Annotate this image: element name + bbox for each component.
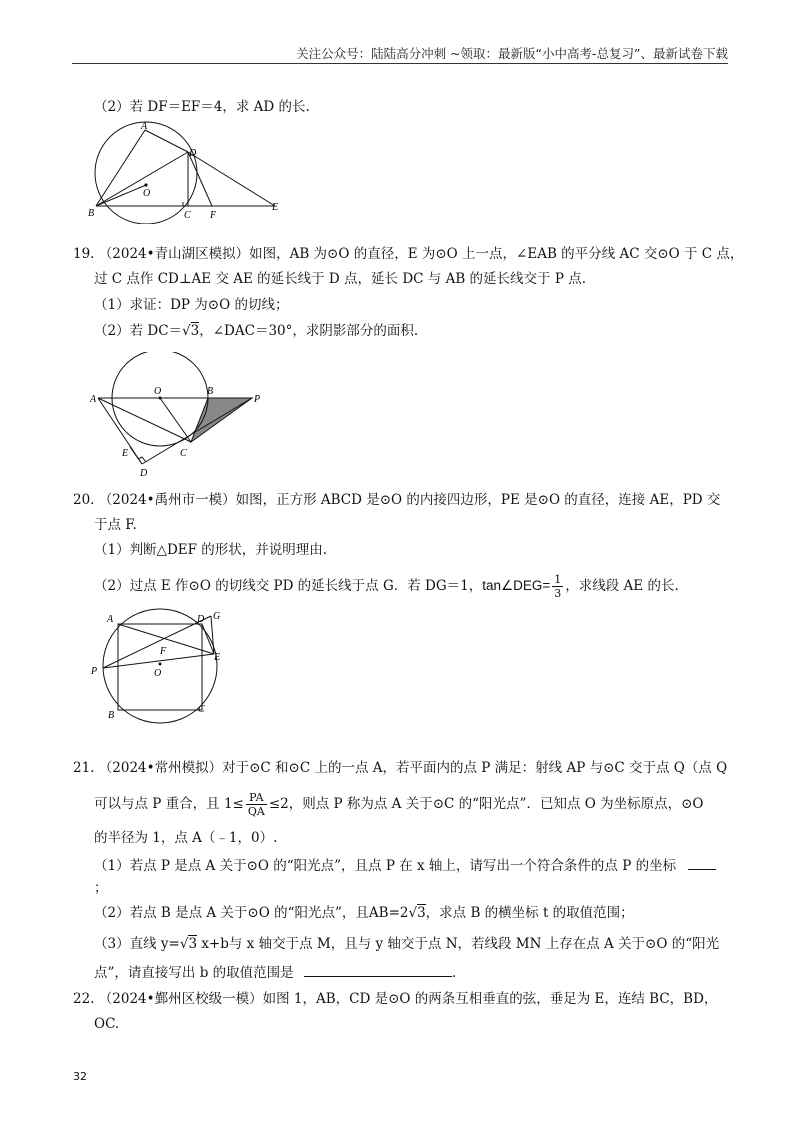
- q19-part2-sqrt: 3: [190, 323, 200, 339]
- q21-part3-sqrt: 3: [188, 936, 198, 952]
- q21-part2-a: （2）若点 B 是点 A 关于⊙O 的“阳光点”，且AB=2: [94, 905, 409, 921]
- answer-blank-1: [688, 857, 716, 870]
- label-b: B: [207, 386, 214, 397]
- label-o: O: [143, 188, 151, 199]
- label-a: A: [90, 394, 97, 405]
- q18-part2: （2）若 DF＝EF＝4，求 AD 的长.: [94, 99, 310, 115]
- q21-part3-c-text: 点”，请直接写出 b 的取值范围是: [94, 965, 294, 981]
- q21-part3-a: （3）直线 y=: [94, 936, 180, 952]
- label-e: E: [214, 652, 221, 663]
- label-e: E: [122, 448, 129, 459]
- label-c: C: [180, 448, 187, 459]
- q21-part2-b: ，求点 B 的横坐标 t 的取值范围；: [425, 905, 634, 921]
- q20-line2: 于点 F.: [94, 517, 137, 533]
- q21-part1-end: ；: [94, 880, 108, 896]
- label-d: D: [140, 468, 148, 479]
- label-e: E: [272, 202, 279, 213]
- q20-fraction: $\frac{1}{3}$: [554, 573, 562, 600]
- q21-part2-sqrt: 3: [417, 905, 426, 921]
- q21-line2-a: 可以与点 P 重合，且 1≤: [94, 796, 244, 812]
- q21-line2: [94, 791, 704, 818]
- q21-part1: [94, 857, 716, 875]
- figure-q19: [88, 352, 274, 482]
- label-c: C: [184, 210, 191, 221]
- q21-part3-c: [94, 964, 456, 982]
- segment-de: [188, 152, 275, 206]
- q19-line2: 过 C 点作 CD⊥AE 交 AE 的延长线于 D 点，延长 DC 与 AB 的延长线交于 P 点.: [94, 271, 586, 287]
- q21-line2-b: ≤2，则点 P 称为点 A 关于⊙C 的“阳光点”．已知点 O 为坐标原点，⊙O: [268, 796, 704, 812]
- figure-q20: [88, 608, 228, 724]
- q21-line1: 21. （2024•常州模拟）对于⊙C 和⊙C 上的一点 A，若平面内的点 P 满足：射线 AP 与⊙C 交于点 Q（点 Q: [73, 760, 728, 776]
- label-o: O: [154, 668, 162, 679]
- label-d: D: [189, 148, 197, 159]
- q21-part3-end: .: [451, 965, 457, 981]
- q19-line1: 19. （2024•青山湖区模拟）如图，AB 为⊙O 的直径，E 为⊙O 上一点，∠EAB 的平分线 AC 交⊙O 于 C 点，: [73, 246, 744, 262]
- label-p: P: [91, 666, 98, 677]
- label-d: D: [197, 614, 205, 625]
- q20-part2-a: （2）过点 E 作⊙O 的切线交 PD 的延长线于点 G．若 DG＝1，: [94, 578, 483, 594]
- label-p: P: [254, 394, 261, 405]
- sqrt-symbol: √: [182, 323, 191, 339]
- segment-ba: [96, 130, 145, 206]
- label-c: C: [198, 704, 205, 715]
- q21-part3: [94, 935, 719, 953]
- q20-line1: 20. （2024•禹州市一模）如图，正方形 ABCD 是⊙O 的内接四边形，PE 是⊙O 的直径，连接 AE，PD 交: [73, 492, 721, 508]
- figure-q18: [84, 118, 294, 224]
- q21-part3-b: x+b与 x 轴交于点 M，且与 y 轴交于点 N，若线段 MN 上存在点 A 关于⊙O 的“阳光: [197, 936, 720, 952]
- label-o: O: [154, 386, 162, 397]
- label-b: B: [88, 208, 95, 219]
- q19-part2-a: （2）若 DC＝: [94, 323, 183, 339]
- header-divider: [72, 63, 728, 64]
- label-f: F: [160, 646, 167, 657]
- q20-part2: [94, 573, 679, 600]
- shaded-region: [191, 398, 252, 442]
- q21-line3: 的半径为 1，点 A（﹣1，0）.: [94, 830, 278, 846]
- q22-line2: OC.: [94, 1016, 120, 1032]
- q20-part1: （1）判断△DEF 的形状，并说明理由.: [94, 542, 328, 558]
- q20-tan: tan∠DEG=: [482, 578, 551, 593]
- label-f: F: [210, 210, 217, 221]
- circle-o: [95, 122, 197, 224]
- q21-part2: [94, 904, 634, 922]
- sqrt-symbol: √: [408, 905, 418, 921]
- page-number: 32: [73, 1070, 87, 1083]
- label-a: A: [107, 614, 114, 625]
- label-a: A: [141, 121, 148, 132]
- label-g: G: [213, 611, 221, 622]
- label-b: B: [108, 710, 115, 721]
- page-header: 关注公众号：陆陆高分冲刺 ~领取：最新版“小中高考-总复习”、最新试卷下载: [296, 46, 728, 61]
- q19-part1: （1）求证：DP 为⊙O 的切线；: [94, 297, 289, 313]
- q20-part2-b: ，求线段 AE 的长.: [565, 578, 679, 594]
- sqrt-symbol: √: [179, 936, 189, 952]
- q21-part1-text: （1）若点 P 是点 A 关于⊙O 的“阳光点”，且点 P 在 x 轴上，请写出一个符合条件的点 P 的坐标: [94, 858, 677, 874]
- answer-blank-2: [304, 964, 452, 977]
- q22-line1: 22. （2024•鄞州区校级一模）如图 1，AB，CD 是⊙O 的两条互相垂直的弦，垂足为 E，连结 BC，BD，: [73, 991, 718, 1007]
- q19-part2: [94, 322, 418, 340]
- q19-part2-b: ，∠DAC＝30°，求阴影部分的面积.: [199, 323, 419, 339]
- q21-fraction: $\frac{PA}{QA}$: [247, 791, 265, 818]
